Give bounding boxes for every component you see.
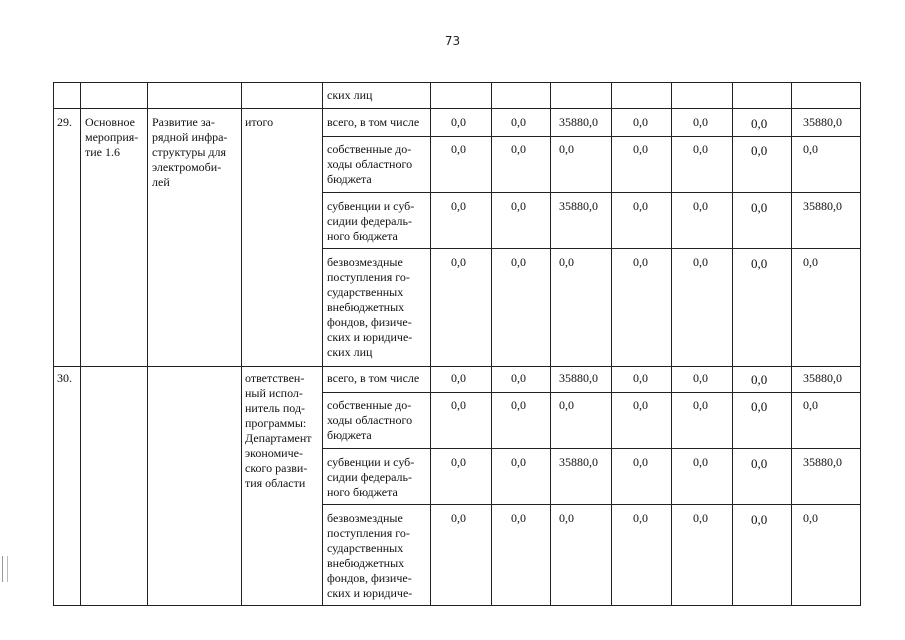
row-index-30: 30. [57,371,72,385]
value-cell: 0,0 [751,512,768,527]
value-cell: 35880,0 [559,115,598,129]
source-total-30: всего, в том числе [327,371,420,385]
value-cell: 35880,0 [559,455,598,469]
value-cell: 0,0 [633,371,648,385]
value-cell: 35880,0 [559,199,598,213]
value-cell: 0,0 [751,372,768,387]
value-cell: 0,0 [559,511,574,525]
value-cell: 0,0 [693,371,708,385]
measure-goal-29: Развитие за- рядной инфра- структуры для электромоби- лей [152,115,228,189]
source-offbudget-30: безвозмездные поступления го- сударственных внебюджетных фондов, физиче- ских и юридиче- [327,511,413,600]
value-cell: 0,0 [751,456,768,471]
value-cell: 0,0 [511,199,526,213]
value-cell: 0,0 [633,142,648,156]
source-federal-29: субвенции и суб- сидии федераль- ного бюджета [327,199,415,243]
value-cell: 35880,0 [803,371,842,385]
value-cell: 0,0 [633,511,648,525]
source-regional-30: собственные до- ходы областного бюджета [327,398,413,442]
value-cell: 0,0 [633,255,648,269]
value-cell: 0,0 [511,142,526,156]
value-cell: 0,0 [751,399,768,414]
value-cell: 0,0 [451,255,466,269]
value-cell: 0,0 [559,142,574,156]
source-federal-30: субвенции и суб- сидии федераль- ного бюджета [327,455,415,499]
value-cell: 0,0 [511,511,526,525]
source-offbudget-29: безвозмездные поступления го- сударственных внебюджетных фондов, физиче- ских и юридиче- ских лиц [327,255,413,359]
value-cell: 0,0 [751,143,768,158]
value-cell: 0,0 [803,255,818,269]
value-cell: 0,0 [693,455,708,469]
value-cell: 35880,0 [803,115,842,129]
value-cell: 0,0 [451,455,466,469]
scan-edge-mark [2,556,8,582]
value-cell: 0,0 [693,398,708,412]
page-number: 73 [444,34,461,48]
value-cell: 35880,0 [803,455,842,469]
value-cell: 0,0 [803,398,818,412]
value-cell: 0,0 [451,115,466,129]
executor-29: итого [245,115,274,129]
row-index-29: 29. [57,115,72,129]
value-cell: 0,0 [633,115,648,129]
value-cell: 35880,0 [559,371,598,385]
value-cell: 0,0 [511,371,526,385]
value-cell: 0,0 [751,256,768,271]
value-cell: 0,0 [511,255,526,269]
value-cell: 0,0 [751,200,768,215]
value-cell: 0,0 [693,142,708,156]
value-cell: 0,0 [803,511,818,525]
value-cell: 0,0 [559,255,574,269]
value-cell: 0,0 [511,398,526,412]
value-cell: 0,0 [633,199,648,213]
value-cell: 0,0 [693,199,708,213]
value-cell: 35880,0 [803,199,842,213]
source-total-29: всего, в том числе [327,115,420,129]
value-cell: 0,0 [693,115,708,129]
value-cell: 0,0 [511,115,526,129]
value-cell: 0,0 [451,398,466,412]
source-fragment: ских лиц [327,88,373,102]
value-cell: 0,0 [559,398,574,412]
executor-30: ответствен- ный испол- нитель под- программы: Департамент экономиче- ского разви- тия области [245,371,312,490]
value-cell: 0,0 [451,371,466,385]
value-cell: 0,0 [803,142,818,156]
value-cell: 0,0 [451,199,466,213]
value-cell: 0,0 [511,455,526,469]
value-cell: 0,0 [633,398,648,412]
value-cell: 0,0 [633,455,648,469]
value-cell: 0,0 [693,255,708,269]
value-cell: 0,0 [451,511,466,525]
source-regional-29: собственные до- ходы областного бюджета [327,142,413,186]
measure-name-29: Основное мероприя- тие 1.6 [85,115,139,159]
value-cell: 0,0 [751,116,768,131]
value-cell: 0,0 [451,142,466,156]
value-cell: 0,0 [693,511,708,525]
